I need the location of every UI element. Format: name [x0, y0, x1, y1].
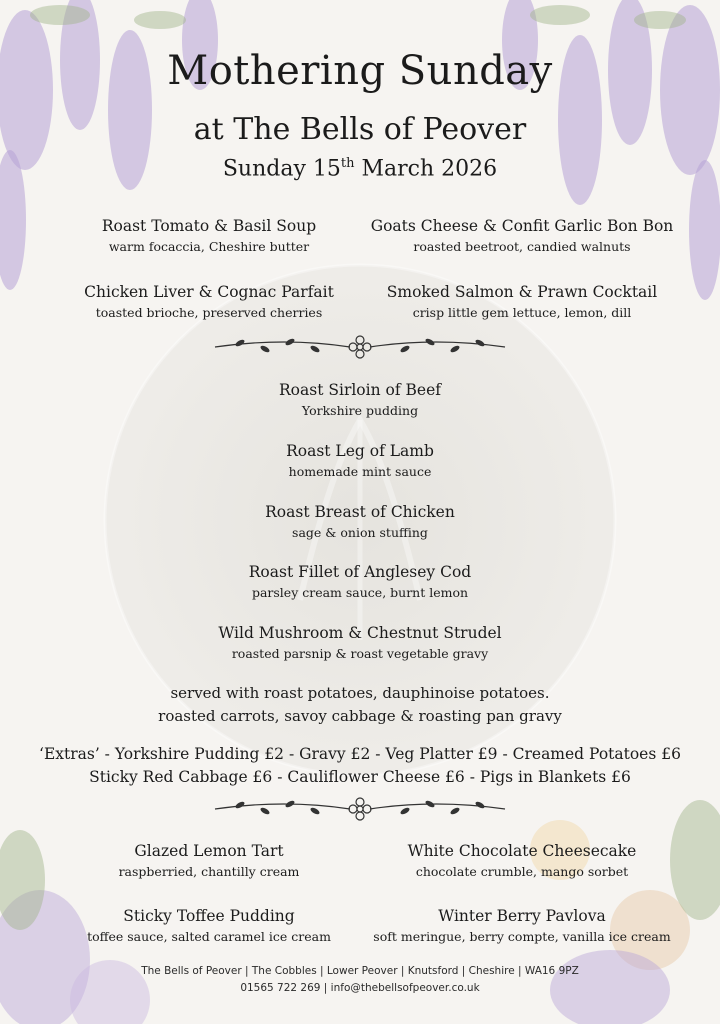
footer: [0, 963, 720, 997]
dish-description: parsley cream sauce, burnt lemon: [251, 585, 469, 600]
footer-contact[interactable]: 01565 722 269 | info@thebellsofpeover.co.uk: [240, 982, 480, 994]
dish-description: toasted brioche, preserved cherries: [95, 305, 323, 320]
dessert-item: [345, 906, 699, 946]
dish-description: crisp little gem lettuce, lemon, dill: [412, 305, 632, 320]
main-item: [0, 562, 720, 602]
menu-title: Mothering Sunday: [167, 48, 553, 94]
menu-date: Sunday 15th March 2026: [222, 156, 498, 182]
dish-name: Goats Cheese & Confit Garlic Bon Bon: [370, 217, 674, 235]
dish-description: roasted parsnip & roast vegetable gravy: [231, 646, 489, 661]
menu-subtitle: at The Bells of Peover: [193, 112, 527, 147]
flower-vine-divider-icon: [210, 335, 510, 359]
dish-name: Wild Mushroom & Chestnut Strudel: [218, 624, 502, 642]
main-item: [0, 623, 720, 663]
main-item: [0, 380, 720, 420]
dish-name: Roast Tomato & Basil Soup: [101, 217, 317, 235]
main-item: [0, 441, 720, 481]
dessert-item: [44, 841, 374, 881]
dish-description: sage & onion stuffing: [292, 525, 428, 540]
dish-name: Chicken Liver & Cognac Parfait: [84, 283, 334, 301]
dessert-item: [345, 841, 699, 881]
dish-name: Glazed Lemon Tart: [134, 842, 284, 860]
starter-item: [44, 216, 374, 256]
dish-name: Sticky Toffee Pudding: [123, 907, 295, 925]
dish-description: roasted beetroot, candied walnuts: [413, 239, 631, 254]
starter-item: [44, 282, 374, 322]
dish-description: soft meringue, berry compte, vanilla ice cream: [373, 929, 671, 944]
dish-name: Smoked Salmon & Prawn Cocktail: [386, 283, 658, 301]
starter-item: [345, 282, 699, 322]
footer-address: The Bells of Peover | The Cobbles | Lower Peover | Knutsford | Cheshire | WA16 9PZ: [141, 965, 579, 977]
dish-description: warm focaccia, Cheshire butter: [108, 239, 310, 254]
dish-name: Roast Fillet of Anglesey Cod: [248, 563, 472, 581]
dish-name: Roast Breast of Chicken: [265, 503, 455, 521]
main-item: [0, 502, 720, 542]
flower-vine-divider-icon: [210, 797, 510, 821]
dish-description: homemade mint sauce: [288, 464, 432, 479]
dish-name: Winter Berry Pavlova: [438, 907, 606, 925]
dish-name: Roast Sirloin of Beef: [279, 381, 441, 399]
dish-description: chocolate crumble, mango sorbet: [415, 864, 629, 879]
dish-name: White Chocolate Cheesecake: [407, 842, 637, 860]
dish-name: Roast Leg of Lamb: [286, 442, 434, 460]
dish-description: Yorkshire pudding: [301, 403, 419, 418]
starter-item: [345, 216, 699, 256]
dessert-item: [44, 906, 374, 946]
served-with-note: served with roast potatoes, dauphinoise potatoes. roasted carrots, savoy cabbage & roasting pan gravy: [158, 684, 562, 725]
dish-description: toffee sauce, salted caramel ice cream: [87, 929, 331, 944]
dish-description: raspberried, chantilly cream: [118, 864, 300, 879]
extras-list: ‘Extras’ - Yorkshire Pudding £2 - Gravy £2 - Veg Platter £9 - Creamed Potatoes £6 Sticky Red Cabbage £6 - Cauliflower Cheese £6 - Pigs in Blankets £6: [39, 745, 681, 786]
